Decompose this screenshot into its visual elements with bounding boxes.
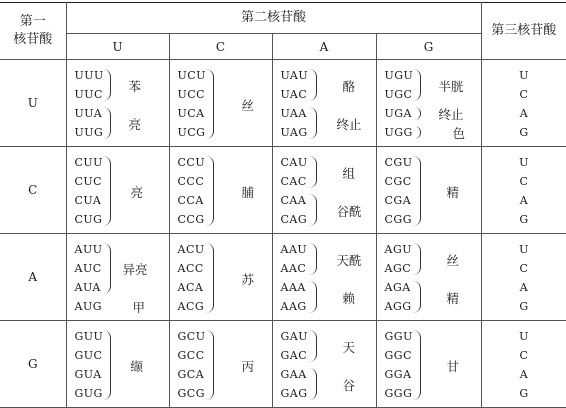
amino-acid-label: 甘: [446, 358, 460, 374]
codon: UGA: [384, 107, 413, 120]
codon: AAA: [280, 281, 306, 294]
codon: UAG: [280, 126, 308, 139]
first-nucleotide-header-line: 核苷酸: [13, 32, 53, 47]
third-nucleotide: A: [519, 368, 528, 381]
codon-cell-content: [377, 321, 481, 407]
codon: CAC: [280, 175, 307, 188]
amino-acid-label: 丝: [446, 252, 460, 268]
codon-list: [281, 240, 308, 316]
brace: [206, 69, 214, 139]
codon-cell: [66, 321, 169, 408]
first-nucleotide-cell: U: [0, 60, 66, 147]
codon: UGG: [384, 126, 413, 139]
codon-list: [75, 66, 104, 142]
codon-cell: [66, 147, 169, 234]
second-base-u: U: [66, 34, 169, 60]
brace: [413, 281, 421, 313]
codon-cell: [169, 321, 272, 408]
codon: ACA: [177, 281, 204, 294]
codon-row-a: [0, 234, 566, 321]
brace: [309, 243, 317, 275]
codon: ACU: [177, 243, 205, 256]
amino-acid-label: 精: [446, 184, 460, 200]
codon: GGG: [384, 387, 413, 400]
codon: GCC: [177, 349, 205, 362]
amino-acid-label: 谷: [342, 377, 356, 393]
codon-cell: [376, 321, 481, 408]
codon-cell: [272, 60, 376, 147]
codon: GUC: [74, 349, 103, 362]
codon: UGU: [384, 69, 414, 82]
codon: UUG: [74, 126, 104, 139]
codon: GAA: [280, 368, 307, 381]
codon-cell-content: [170, 321, 272, 407]
codon-list: [281, 327, 309, 403]
codon: UAA: [280, 107, 307, 120]
first-nucleotide-header-text: [0, 13, 66, 49]
codon-list: [385, 153, 413, 229]
amino-acid-label: 苯: [128, 78, 142, 94]
brace: [309, 107, 317, 139]
codon-cell: [272, 147, 376, 234]
codon: UCC: [177, 88, 206, 101]
codon: GGC: [384, 349, 412, 362]
codon: GAG: [280, 387, 308, 400]
codon: ACG: [177, 300, 205, 313]
codon-list: [178, 240, 205, 316]
brace: [309, 156, 317, 188]
second-base-a: A: [272, 34, 376, 60]
third-nucleotide-list: [482, 325, 566, 403]
amino-acid-label: 终止: [438, 107, 464, 122]
amino-acid-label: 天: [342, 339, 356, 355]
codon-cell: [272, 321, 376, 408]
codon-cell: [66, 60, 169, 147]
codon-cell: [169, 60, 272, 147]
third-nucleotide: G: [519, 387, 529, 400]
amino-acid-label: 谷酰: [336, 203, 362, 219]
amino-acid-label: 组: [342, 165, 356, 181]
brace: [413, 156, 421, 226]
amino-acid-label: 酪: [342, 78, 356, 94]
third-nucleotide: U: [519, 330, 529, 343]
codon-list: [385, 240, 413, 316]
amino-acid-label: 缬: [130, 358, 144, 374]
brace: [309, 330, 317, 362]
codon: GCA: [177, 368, 205, 381]
third-nucleotide-cell: [481, 321, 566, 408]
amino-acid-label: 赖: [342, 290, 356, 306]
codon-cell: [376, 60, 481, 147]
brace: [103, 330, 111, 400]
codon-list: [281, 153, 308, 229]
codon: UCA: [177, 107, 205, 120]
amino-acid-label: 终止: [336, 116, 362, 132]
codon: AAU: [280, 243, 308, 256]
amino-acid-label: 甲: [132, 300, 146, 315]
codon: AGG: [384, 300, 412, 313]
brace: [206, 243, 214, 313]
third-nucleotide: U: [519, 156, 529, 169]
codon-cell-content: [67, 234, 169, 320]
third-nucleotide-list: [482, 64, 566, 142]
codon-cell: [66, 234, 169, 321]
codon-list: [281, 66, 309, 142]
codon-row-g: [0, 321, 566, 408]
codon-cell: [272, 234, 376, 321]
codon: CCU: [177, 156, 206, 169]
codon: AUC: [74, 262, 102, 275]
amino-acid-label: 丝: [241, 97, 255, 113]
codon-cell-content: [170, 234, 272, 320]
third-nucleotide: G: [519, 126, 529, 139]
codon-cell-content: [273, 321, 376, 407]
codon: AUA: [74, 281, 101, 294]
codon-cell-content: [170, 60, 272, 146]
codon: UUC: [74, 88, 103, 101]
amino-acid-label: 苏: [241, 271, 255, 287]
codon: GGA: [384, 368, 412, 381]
first-nucleotide-cell: G: [0, 321, 66, 408]
codon: GUG: [74, 387, 103, 400]
third-nucleotide: C: [519, 262, 528, 275]
codon-cell: [169, 234, 272, 321]
codon: AAG: [280, 300, 307, 313]
codon-cell-content: [67, 147, 169, 233]
first-nucleotide-header: [0, 3, 66, 60]
third-nucleotide-cell: [481, 60, 566, 147]
second-base-c: C: [169, 34, 272, 60]
third-nucleotide: A: [519, 194, 528, 207]
codon: CCG: [177, 213, 205, 226]
codon-cell-content: [67, 321, 169, 407]
codon-list: [385, 66, 414, 142]
codon: UUU: [74, 69, 104, 82]
codon: ACC: [177, 262, 204, 275]
codon: CGG: [384, 213, 412, 226]
amino-acid-label: 色: [452, 126, 466, 141]
codon: CGU: [384, 156, 413, 169]
third-nucleotide: A: [519, 107, 528, 120]
third-nucleotide: U: [519, 69, 529, 82]
codon: UCU: [177, 69, 206, 82]
brace: [103, 243, 111, 294]
third-nucleotide-list: [482, 238, 566, 316]
codon: GAU: [280, 330, 309, 343]
brace: [103, 69, 111, 101]
codon: CGA: [384, 194, 412, 207]
codon-cell-content: [170, 147, 272, 233]
codon-list: [178, 66, 206, 142]
brace: [206, 330, 214, 400]
codon: GCG: [177, 387, 205, 400]
brace: [309, 194, 317, 226]
third-nucleotide: G: [519, 300, 529, 313]
amino-acid-label: 脯: [241, 184, 255, 200]
codon: GUU: [74, 330, 104, 343]
third-nucleotide-cell: [481, 234, 566, 321]
third-nucleotide-cell: [481, 147, 566, 234]
brace: [103, 107, 111, 139]
codon: CCC: [177, 175, 205, 188]
codon: UCG: [177, 126, 206, 139]
codon: CGC: [384, 175, 412, 188]
codon: AGA: [384, 281, 411, 294]
codon-cell: [376, 147, 481, 234]
codon: UUA: [74, 107, 103, 120]
codon: GUA: [74, 368, 102, 381]
brace: [413, 126, 421, 139]
amino-acid-label: 亮: [128, 116, 142, 132]
first-nucleotide-cell: A: [0, 234, 66, 321]
brace: [206, 156, 214, 226]
codon: AUU: [74, 243, 103, 256]
codon-list: [178, 153, 206, 229]
codon-row-c: [0, 147, 566, 234]
amino-acid-label: 天酰: [336, 252, 362, 268]
amino-acid-label: 精: [446, 290, 460, 306]
third-nucleotide: C: [519, 88, 528, 101]
codon: UAU: [280, 69, 309, 82]
brace: [413, 330, 421, 400]
third-nucleotide: A: [519, 281, 528, 294]
brace: [413, 107, 421, 120]
codon-cell-content: [273, 147, 376, 233]
third-nucleotide: U: [519, 243, 529, 256]
codon: CCA: [177, 194, 204, 207]
amino-acid-label: 半胱: [438, 78, 464, 94]
codon: CUU: [74, 156, 103, 169]
codon: CUG: [74, 213, 103, 226]
third-nucleotide: G: [519, 213, 529, 226]
third-nucleotide-list: [482, 151, 566, 229]
codon: GGU: [384, 330, 413, 343]
codon-cell: [169, 147, 272, 234]
first-nucleotide-cell: C: [0, 147, 66, 234]
brace: [413, 243, 421, 275]
codon: CAU: [280, 156, 308, 169]
codon: AAC: [280, 262, 307, 275]
amino-acid-label: 丙: [241, 358, 255, 374]
codon-cell-content: [377, 147, 481, 233]
codon-cell-content: [377, 234, 481, 320]
codon-list: [75, 240, 103, 316]
codon-cell: [376, 234, 481, 321]
first-nucleotide-header-line: 第一: [19, 14, 46, 29]
codon-cell-content: [67, 60, 169, 146]
brace: [413, 69, 421, 101]
brace: [309, 368, 317, 400]
second-base-g: G: [376, 34, 481, 60]
codon: UGC: [384, 88, 413, 101]
codon: CAG: [280, 213, 308, 226]
codon: CUC: [74, 175, 103, 188]
brace: [309, 281, 317, 313]
codon: GCU: [177, 330, 206, 343]
codon-table-body: [0, 60, 566, 408]
codon-list: [75, 153, 103, 229]
third-nucleotide: C: [519, 175, 528, 188]
codon: GAC: [280, 349, 308, 362]
codon-cell-content: [273, 234, 376, 320]
codon: UAC: [280, 88, 308, 101]
codon-cell-content: [273, 60, 376, 146]
codon: AUG: [74, 300, 103, 313]
codon-list: [178, 327, 206, 403]
second-nucleotide-header: 第二核苷酸: [66, 3, 481, 34]
codon: CUA: [74, 194, 102, 207]
codon: AGU: [384, 243, 413, 256]
codon-row-u: [0, 60, 566, 147]
third-nucleotide-header: 第三核苷酸: [481, 3, 566, 60]
codon: CAA: [280, 194, 307, 207]
codon-cell-content: [377, 60, 481, 146]
brace: [103, 156, 111, 226]
codon: AGC: [384, 262, 412, 275]
brace: [309, 69, 317, 101]
genetic-code-table: [0, 2, 566, 408]
codon-list: [75, 327, 104, 403]
codon-list: [385, 327, 413, 403]
amino-acid-label: 异亮: [122, 262, 148, 277]
amino-acid-label: 亮: [130, 184, 144, 200]
third-nucleotide: C: [519, 349, 528, 362]
